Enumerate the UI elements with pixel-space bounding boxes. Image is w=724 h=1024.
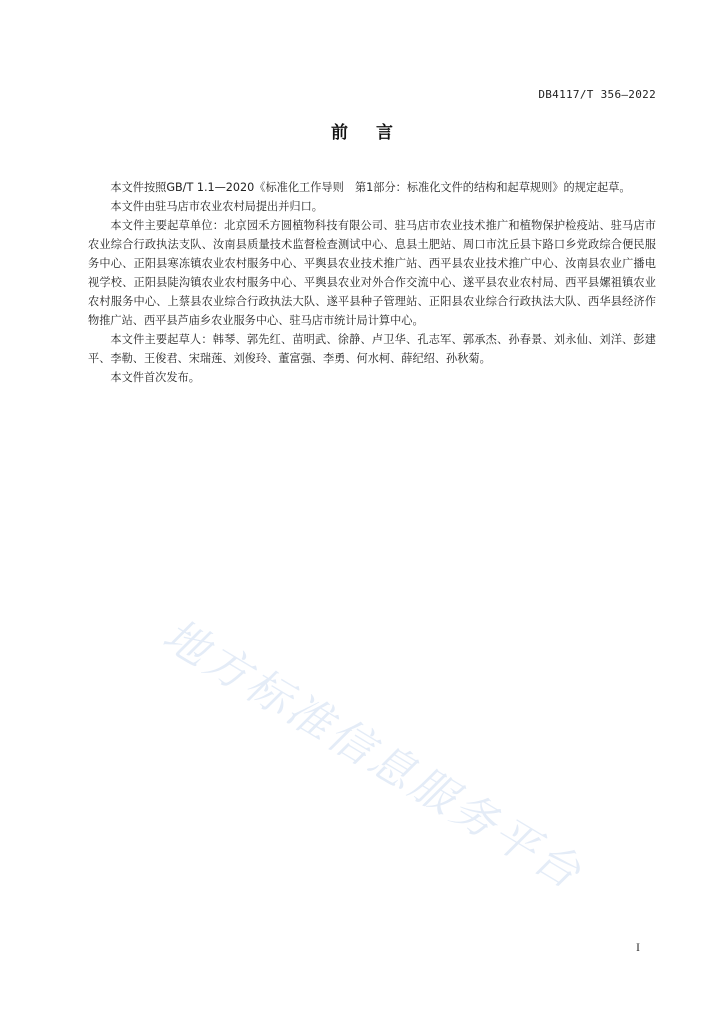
paragraph-first-release: 本文件首次发布。: [110, 371, 200, 384]
section-title: 前言: [331, 123, 421, 143]
paragraph-drafters: 本文件主要起草人：韩琴、郭先红、苗明武、徐静、卢卫华、孔志军、郭承杰、孙春景、刘永仙、刘洋、彭建平、李勒、王俊君、宋瑞莲、刘俊玲、董富强、李勇、何水柯、薛纪绍、孙秋菊。: [88, 333, 656, 365]
watermark: 地方标准信息服务平台: [154, 609, 592, 901]
paragraph-drafting-rules: 本文件按照GB/T 1.1—2020《标准化工作导则 第1部分：标准化文件的结构和起草规则》的规定起草。: [110, 181, 631, 194]
paragraph-drafting-units: 本文件主要起草单位：北京园禾方圆植物科技有限公司、驻马店市农业技术推广和植物保护检疫站、驻马店市农业综合行政执法支队、汝南县质量技术监督检查测试中心、息县土肥站、周口市沈丘县卞路口乡党政综合便民服务中心、正阳县寒冻镇农业农村服务中心、平舆县农业技术推广站、西平县农业技术推广中心、汝南县农业广播电视学校、正阳县陡沟镇农业农村服务中心、平舆县农业对外合作交流中心、遂平县农业农村局、西平县嫘祖镇农业农村服务中心、上蔡县农业综合行政执法大队、遂平县种子管理站、正阳县农业综合行政执法大队、西华县经济作物推广站、西平县芦庙乡农业服务中心、驻马店市统计局计算中心。: [88, 219, 656, 327]
paragraph-proposer: 本文件由驻马店市农业农村局提出并归口。: [110, 200, 323, 213]
document-number: DB4117/T 356—2022: [538, 88, 656, 101]
page-number: I: [636, 940, 640, 954]
foreword-body: [88, 178, 656, 387]
